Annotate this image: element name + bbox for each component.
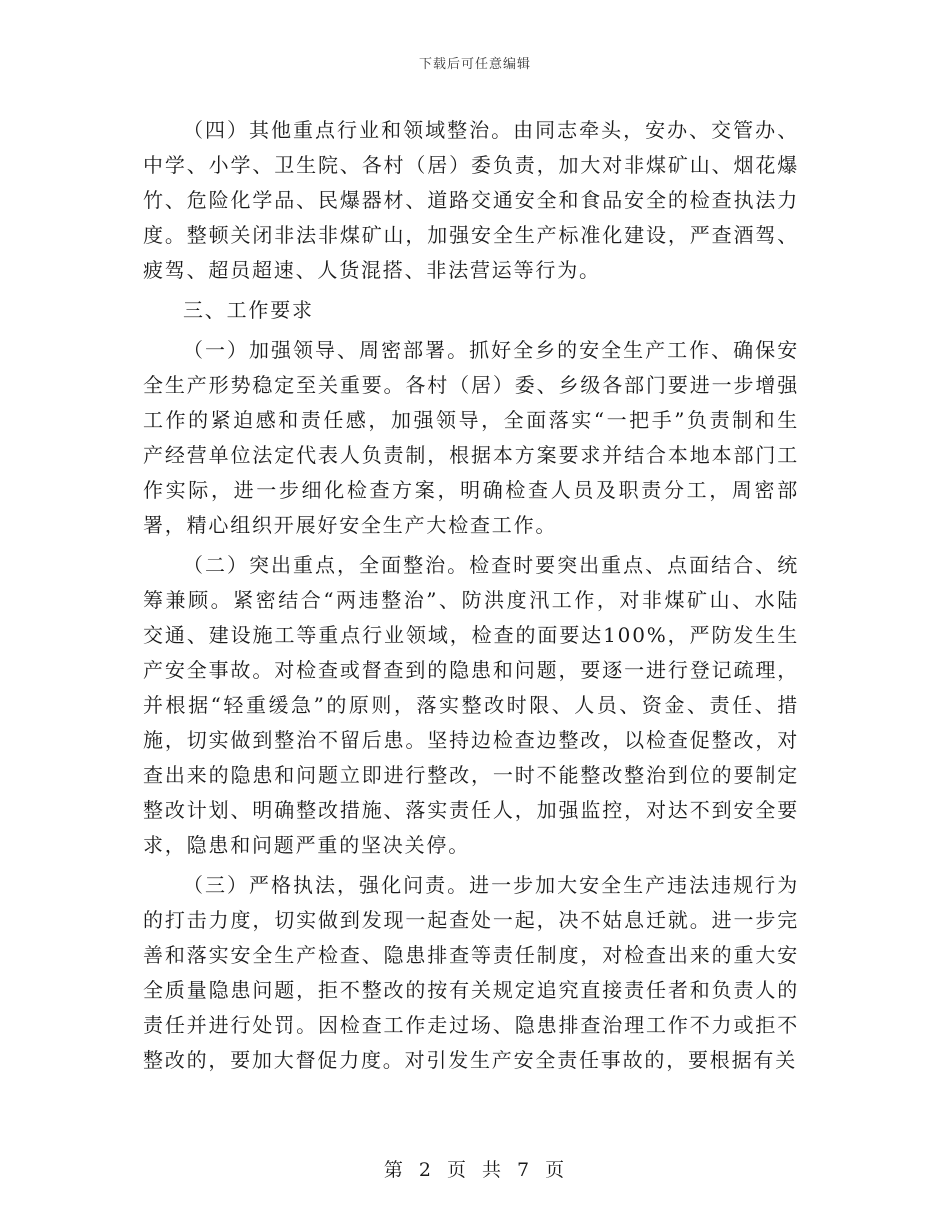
paragraph-strengthen-leadership: （一）加强领导、周密部署。抓好全乡的安全生产工作、确保安全生产形势稳定至关重要。各村（居）委、乡级各部门要进一步增强工作的紧迫感和责任感，加强领导，全面落实“一把手”负责制和生产经营单位法定代表人负责制，根据本方案要求并结合本地本部门工作实际，进一步细化检查方案，明确检查人员及职责分工，周密部署，精心组织开展好安全生产大检查工作。 <box>143 338 799 537</box>
paragraph-highlight-key-points: （二）突出重点，全面整治。检查时要突出重点、点面结合、统筹兼顾。紧密结合“两违整治”、防洪度汛工作，对非煤矿山、水陆交通、建设施工等重点行业领域，检查的面要达100%，严防发生生产安全事故。对检查或督查到的隐患和问题，要逐一进行登记疏理，并根据“轻重缓急”的原则，落实整改时限、人员、资金、责任、措施，切实做到整治不留后患。坚持边检查边整改，以检查促整改，对查出来的隐患和问题立即进行整改，一时不能整改整治到位的要制定整改计划、明确整改措施、落实责任人，加强监控，对达不到安全要求，隐患和问题严重的坚决关停。 <box>143 553 799 857</box>
page-number: 第 2 页 共 7 页 <box>383 1159 567 1181</box>
section-heading-work-requirements: 三、工作要求 <box>183 298 314 322</box>
paragraph-strict-enforcement: （三）严格执法，强化问责。进一步加大安全生产违法违规行为的打击力度，切实做到发现一起查处一起，决不姑息迁就。进一步完善和落实安全生产检查、隐患排查等责任制度，对检查出来的重大安全质量隐患问题，拒不整改的按有关规定追究直接责任者和负责人的责任并进行处罚。因检查工作走过场、隐患排查治理工作不力或拒不整改的，要加大督促力度。对引发生产安全责任事故的，要根据有关 <box>143 873 799 1072</box>
paragraph-other-key-industries: （四）其他重点行业和领域整治。由同志牵头，安办、交管办、中学、小学、卫生院、各村（居）委负责，加大对非煤矿山、烟花爆竹、危险化学品、民爆器材、道路交通安全和食品安全的检查执法力度。整顿关闭非法非煤矿山，加强安全生产标准化建设，严查酒驾、疲驾、超员超速、人货混搭、非法营运等行为。 <box>143 118 799 282</box>
page-header-note: 下载后可任意编辑 <box>418 57 531 72</box>
document-body <box>143 113 799 1078</box>
